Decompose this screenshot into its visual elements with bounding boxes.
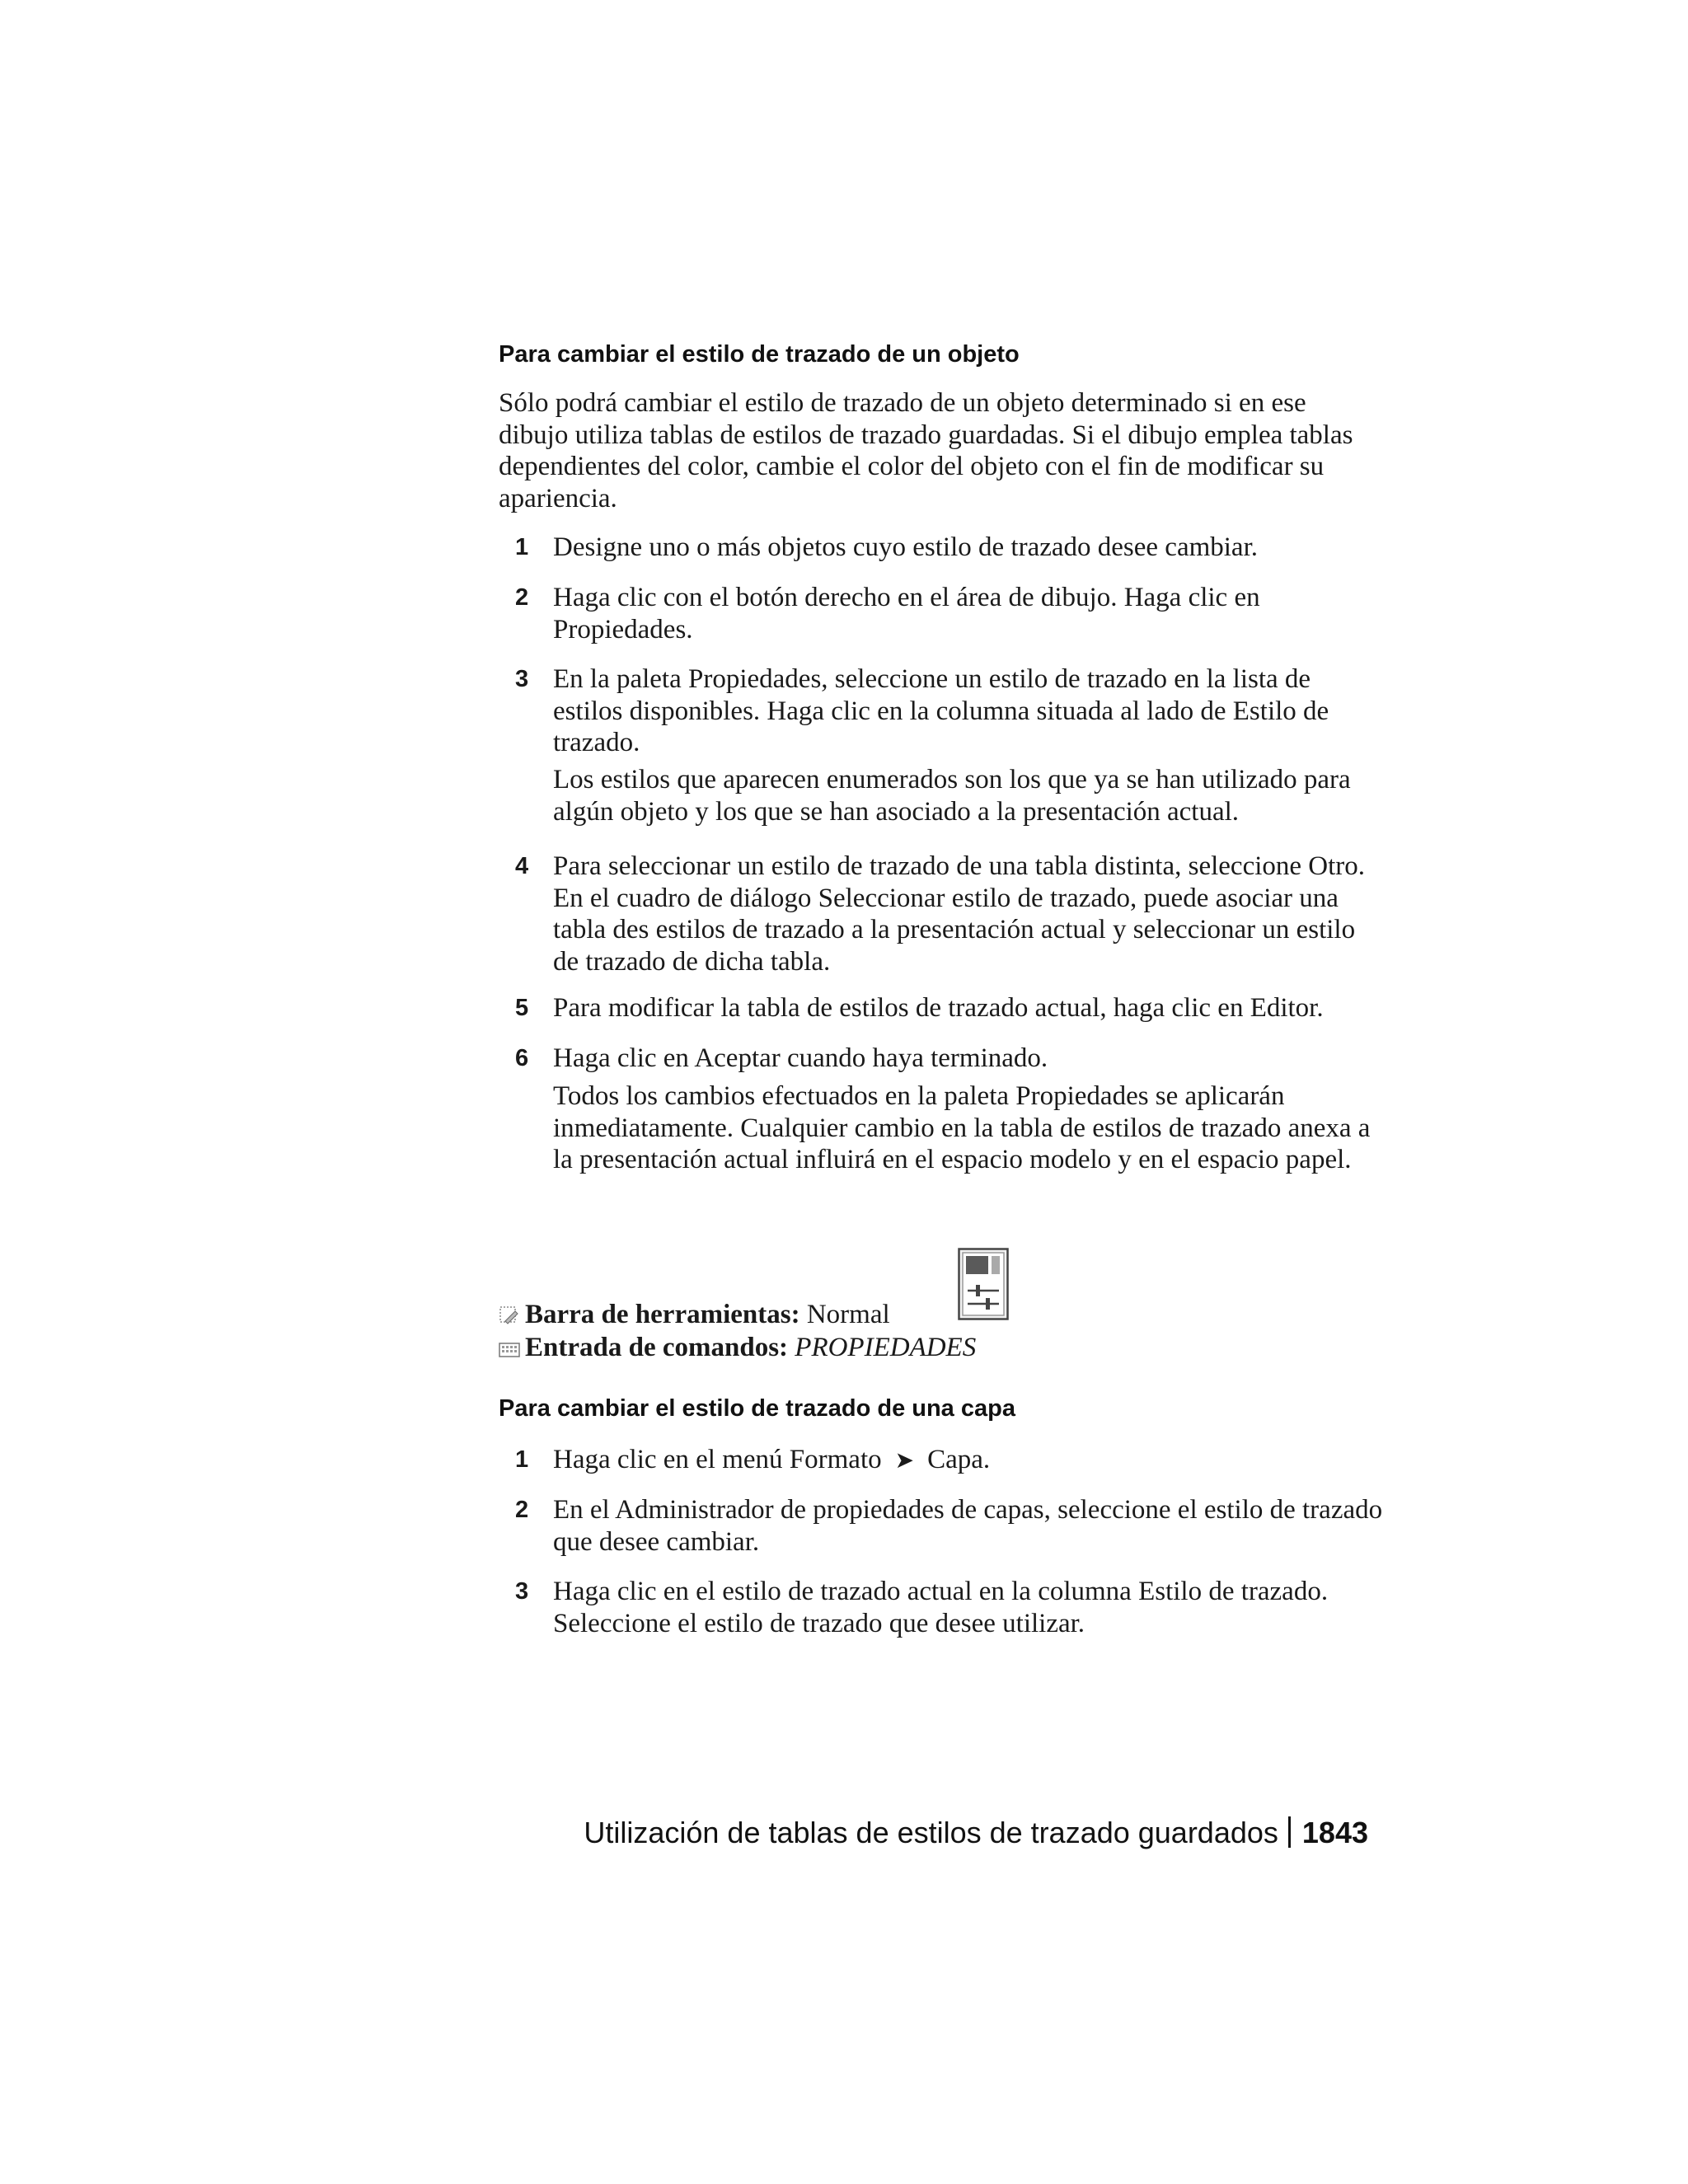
step-text: En la paleta Propiedades, seleccione un estilo de trazado en la lista de estilos disponibles. Haga clic en la columna situada al lado de Estilo de trazado. [553, 664, 1329, 757]
step-number: 4 [515, 853, 529, 879]
section-heading-object: Para cambiar el estilo de trazado de un objeto [499, 341, 1020, 368]
step-number: 3 [515, 666, 529, 692]
intro-paragraph: Sólo podrá cambiar el estilo de trazado de un objeto determinado si en ese dibujo utiliza tablas de estilos de trazado guardadas. Si el dibujo emplea tablas dependientes del color, cambie el color del objeto con el fin de modificar su apariencia. [499, 388, 1353, 513]
step-text: Para seleccionar un estilo de trazado de una tabla distinta, seleccione Otro. En el cuadro de diálogo Seleccionar estilo de trazado, puede asociar una tabla des estilos de trazado a la presentación actual y seleccionar un estilo de trazado de dicha tabla. [553, 851, 1366, 977]
step-number: 2 [515, 1497, 529, 1523]
toolbar-value: Normal [806, 1300, 890, 1329]
step-number: 6 [515, 1045, 529, 1071]
command-value: PROPIEDADES [795, 1333, 977, 1362]
step-text: Haga clic en el estilo de trazado actual en la columna Estilo de trazado. Seleccione el estilo de trazado que desee utilizar. [553, 1577, 1329, 1638]
footer-divider [1288, 1816, 1291, 1848]
properties-palette-icon [958, 1248, 1009, 1320]
menu-path-end: Capa. [927, 1445, 991, 1474]
command-reference [499, 1331, 976, 1364]
step-number: 1 [515, 1446, 529, 1473]
step-text: Haga clic con el botón derecho en el área de dibujo. Haga clic en Propiedades. [553, 583, 1260, 644]
section-heading-layer: Para cambiar el estilo de trazado de una capa [499, 1395, 1015, 1422]
page-footer [584, 1816, 1368, 1850]
footer-title: Utilización de tablas de estilos de trazado guardados [584, 1816, 1278, 1849]
step-number: 2 [515, 584, 529, 611]
step-number: 5 [515, 995, 529, 1021]
step-text [553, 1444, 1386, 1478]
step-note: Los estilos que aparecen enumerados son los que ya se han utilizado para algún objeto y los que se han asociado a la presentación actual. [553, 765, 1351, 827]
toolbar-icon [499, 1305, 520, 1326]
keyboard-icon [499, 1341, 520, 1359]
step-note: Todos los cambios efectuados en la paleta Propiedades se aplicarán inmediatamente. Cualquier cambio en la tabla de estilos de trazado anexa a la presentación actual influirá en el espacio modelo y en el espacio papel. [553, 1081, 1371, 1174]
menu-arrow-icon: ➤ [894, 1448, 915, 1474]
toolbar-reference [499, 1298, 890, 1331]
step-text: Haga clic en Aceptar cuando haya terminado. [553, 1043, 1048, 1073]
step-number: 1 [515, 534, 529, 560]
step-text: Designe uno o más objetos cuyo estilo de trazado desee cambiar. [553, 532, 1258, 562]
step-text: En el Administrador de propiedades de capas, seleccione el estilo de trazado que desee cambiar. [553, 1495, 1383, 1557]
toolbar-label: Barra de herramientas: [525, 1300, 800, 1329]
step-number: 3 [515, 1578, 529, 1605]
command-label: Entrada de comandos: [525, 1333, 789, 1362]
page-number: 1843 [1301, 1816, 1368, 1849]
menu-path-start: Haga clic en el menú Formato [553, 1445, 882, 1474]
step-text: Para modificar la tabla de estilos de trazado actual, haga clic en Editor. [553, 993, 1324, 1023]
